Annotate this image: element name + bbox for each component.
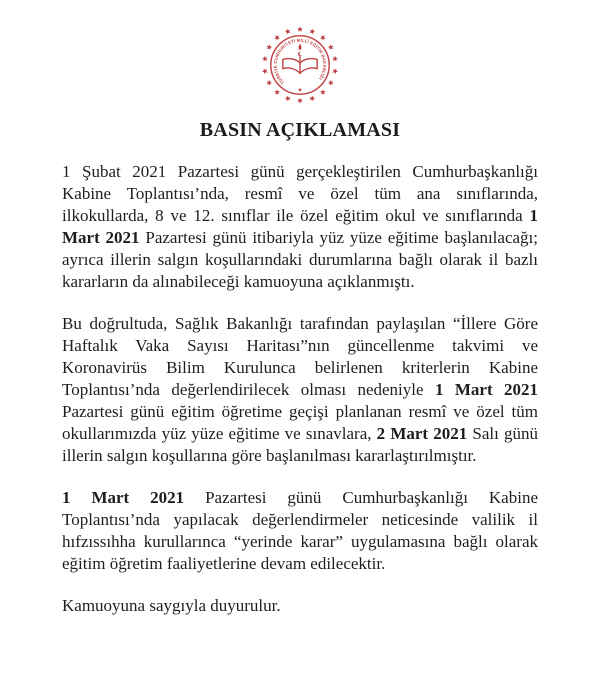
bold-date: 1 Mart 2021 bbox=[434, 380, 538, 399]
text-segment: Pazartesi günü itibariyla yüz yüze eğitime başlanılacağı; ayrıca illerin salgın koşullarındaki durumlarına bağlı olarak il bazlı kararların da alınabileceği kamuoyuna açıklanmıştı. bbox=[62, 228, 538, 291]
text-segment: Bu doğrultuda, Sağlık Bakanlığı tarafından paylaşılan “İllere Göre Haftalık Vaka Sayısı Haritası”nın güncellenme takvimi ve Koronavirüs Bilim Kurulunca belirlenen kriterlerin Kabine Toplantısı’nda değerlendirilecek olması nedeniyle bbox=[62, 314, 538, 399]
seal-ring-text: TÜRKİYE CUMHURİYETİ MİLLÎ EĞİTİM BAKANLIĞI bbox=[272, 37, 328, 86]
text-segment: Pazartesi günü eğitim öğretime geçişi planlanan resmî ve özel tüm okullarımızda yüz yüze eğitime ve sınavlara, bbox=[62, 402, 538, 443]
seal-bottom-star-icon bbox=[298, 88, 302, 92]
ministry-logo bbox=[0, 0, 600, 105]
text-segment: Salı günü illerin salgın koşullarına göre başlanılması kararlaştırılmıştır. bbox=[62, 424, 538, 465]
text-segment: Pazartesi günü Cumhurbaşkanlığı Kabine Toplantısı’nda yapılacak değerlendirmeler neticesinde valilik il hıfzıssıhha kurullarınca “yerinde karar” uygulamasına bağlı olarak eğitim öğretim faaliyetlerine devam edilecektir. bbox=[62, 488, 538, 573]
paragraph-announcement bbox=[62, 161, 538, 293]
page-title: BASIN AÇIKLAMASI bbox=[199, 119, 401, 141]
paragraph-cabinet-review bbox=[62, 487, 538, 575]
closing-line: Kamuoyuna saygıyla duyurulur. bbox=[62, 596, 281, 615]
text-segment: 1 Şubat 2021 Pazartesi günü gerçekleştirilen Cumhurbaşkanlığı Kabine Toplantısı’nda, resmî ve özel tüm ana sınıflarında, ilkokullarda, 8 ve 12. sınıflar ile özel eğitim okul ve sınıflarında bbox=[62, 162, 538, 225]
document-body bbox=[62, 161, 538, 617]
meb-seal-icon bbox=[258, 25, 342, 105]
bold-date: 1 Mart 2021 bbox=[62, 206, 538, 247]
bold-date: 2 Mart 2021 bbox=[376, 424, 468, 443]
paragraph-decision bbox=[62, 313, 538, 467]
torch-flame-icon bbox=[299, 44, 302, 50]
bold-date: 1 Mart 2021 bbox=[62, 488, 185, 507]
